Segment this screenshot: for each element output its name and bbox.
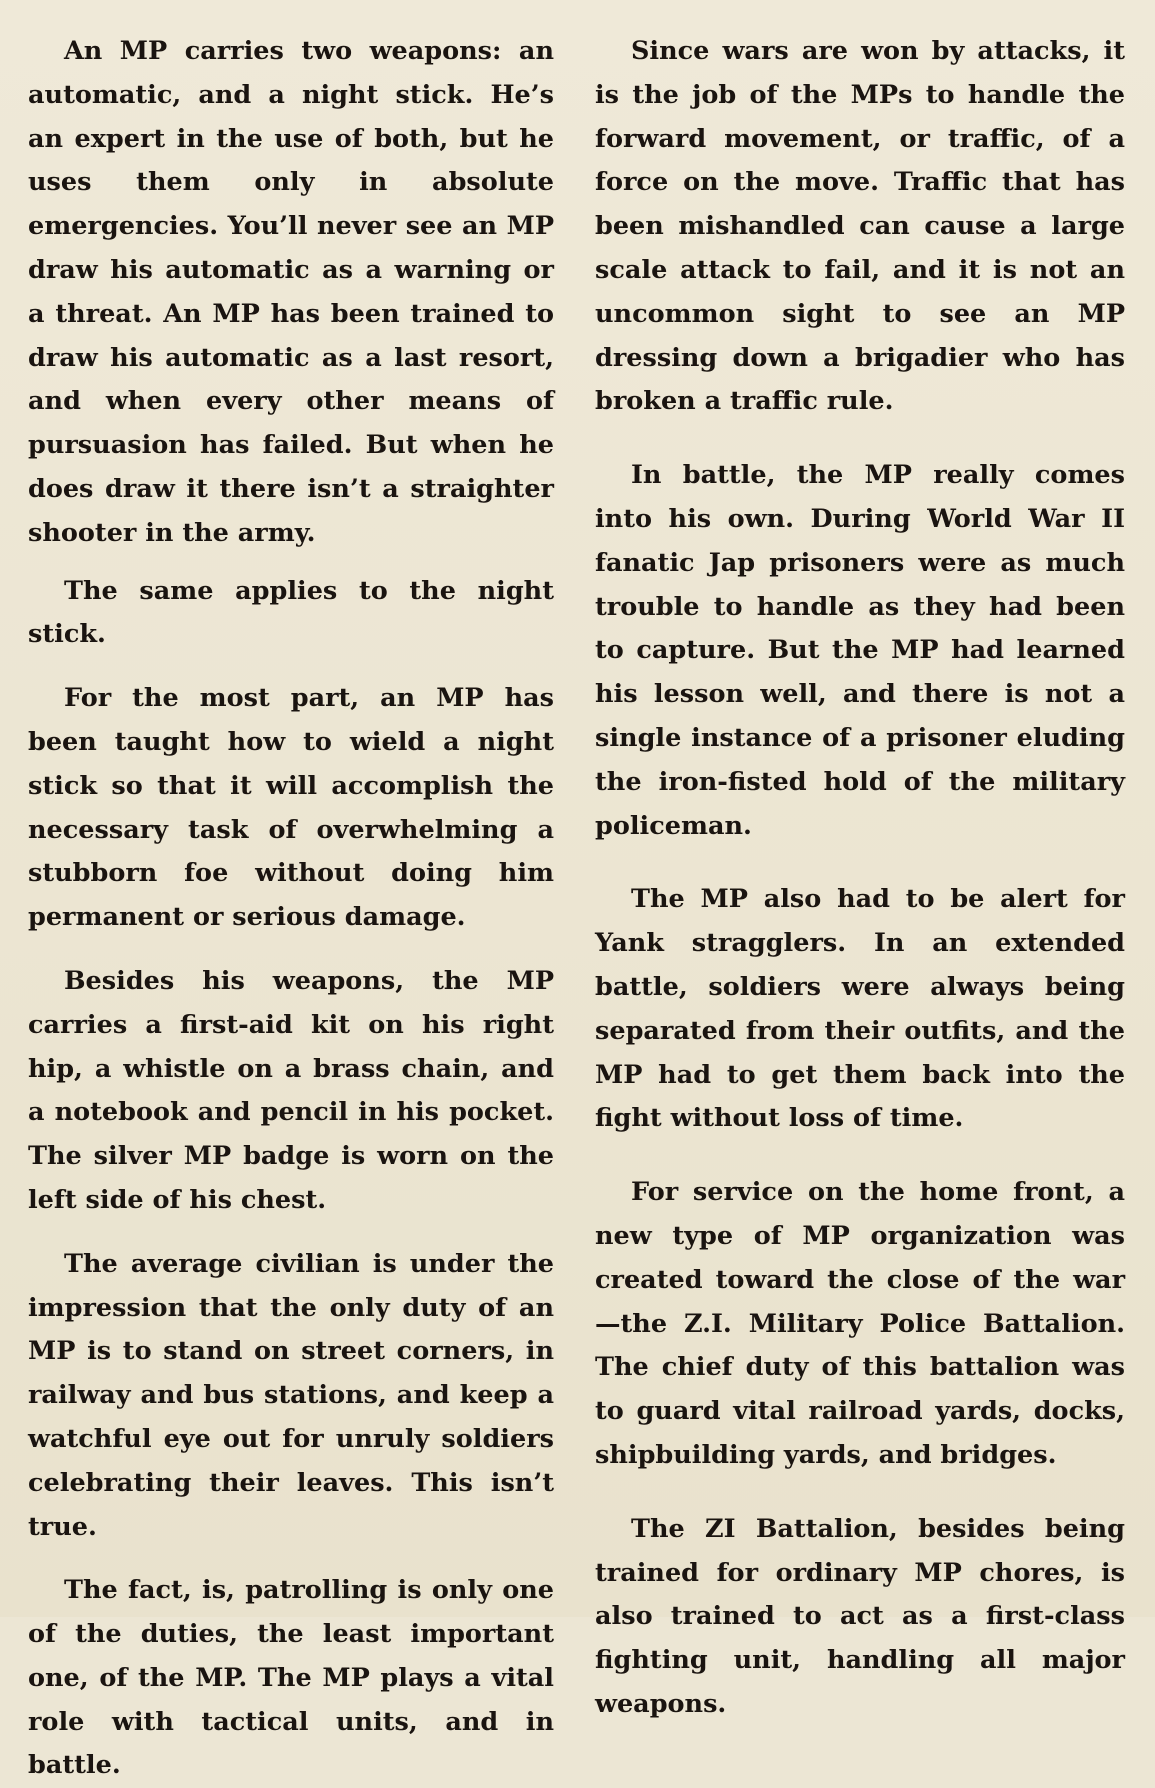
paragraph: Besides his weapons, the MP carries a first-aid kit on his right hip, a whistle on a brass chain, and a notebook and pencil in his pocket. The silver MP badge is worn on the left side of his chest. [28,965,554,1215]
paragraph: The MP also had to be alert for Yank stragglers. In an extended battle, soldiers were always being separated from their outfits, and the MP had to get them back into the fight without loss of time. [595,884,1125,1134]
paragraph: The ZI Battalion, besides being trained for ordinary MP chores, is also trained to act as a first-class fighting unit, handling all major weapons. [595,1513,1125,1719]
paragraph: For the most part, an MP has been taught how to wield a night stick so that it will accomplish the necessary task of overwhelming a stubborn foe without doing him permanent or serious damage. [28,683,554,933]
paragraph: Since wars are won by attacks, it is the job of the MPs to handle the forward movement, or traffic, of a force on the move. Traffic that has been mishandled can cause a large scale attack to fail, and it is not an uncommon sight to see an MP dressing down a brigadier who has broken a traffic rule. [595,36,1125,417]
right-column [595,30,1125,1727]
paragraph: For service on the home front, a new type of MP organization was created toward the close of the war—the Z.I. Military Police Battalion. The chief duty of this battalion was to guard vital railroad yards, docks, shipbuilding yards, and bridges. [595,1177,1125,1470]
paragraph: The fact, is, patrolling is only one of the duties, the least important one, of the MP. The MP plays a vital role with tactical units, and in battle. [28,1575,554,1781]
paragraph: In battle, the MP really comes into his own. During World War II fanatic Jap prisoners were as much trouble to handle as they had been to capture. But the MP had learned his lesson well, and there is not a single instance of a prisoner eluding the iron-fisted hold of the military policeman. [595,460,1125,841]
paragraph: An MP carries two weapons: an automatic, and a night stick. He’s an expert in the use of both, but he uses them only in absolute emergencies. You’ll never see an MP draw his automatic as a warning or a threat. An MP has been trained to draw his automatic as a last resort, and when every other means of pursuasion has failed. But when he does draw it there isn’t a straighter shooter in the army. [28,36,554,548]
left-column [28,30,554,1788]
paragraph: The same applies to the night stick. [28,575,554,650]
paragraph: The average civilian is under the impression that the only duty of an MP is to stand on street corners, in railway and bus stations, and keep a watchful eye out for unruly soldiers celebrating their leaves. This isn’t true. [28,1248,554,1542]
